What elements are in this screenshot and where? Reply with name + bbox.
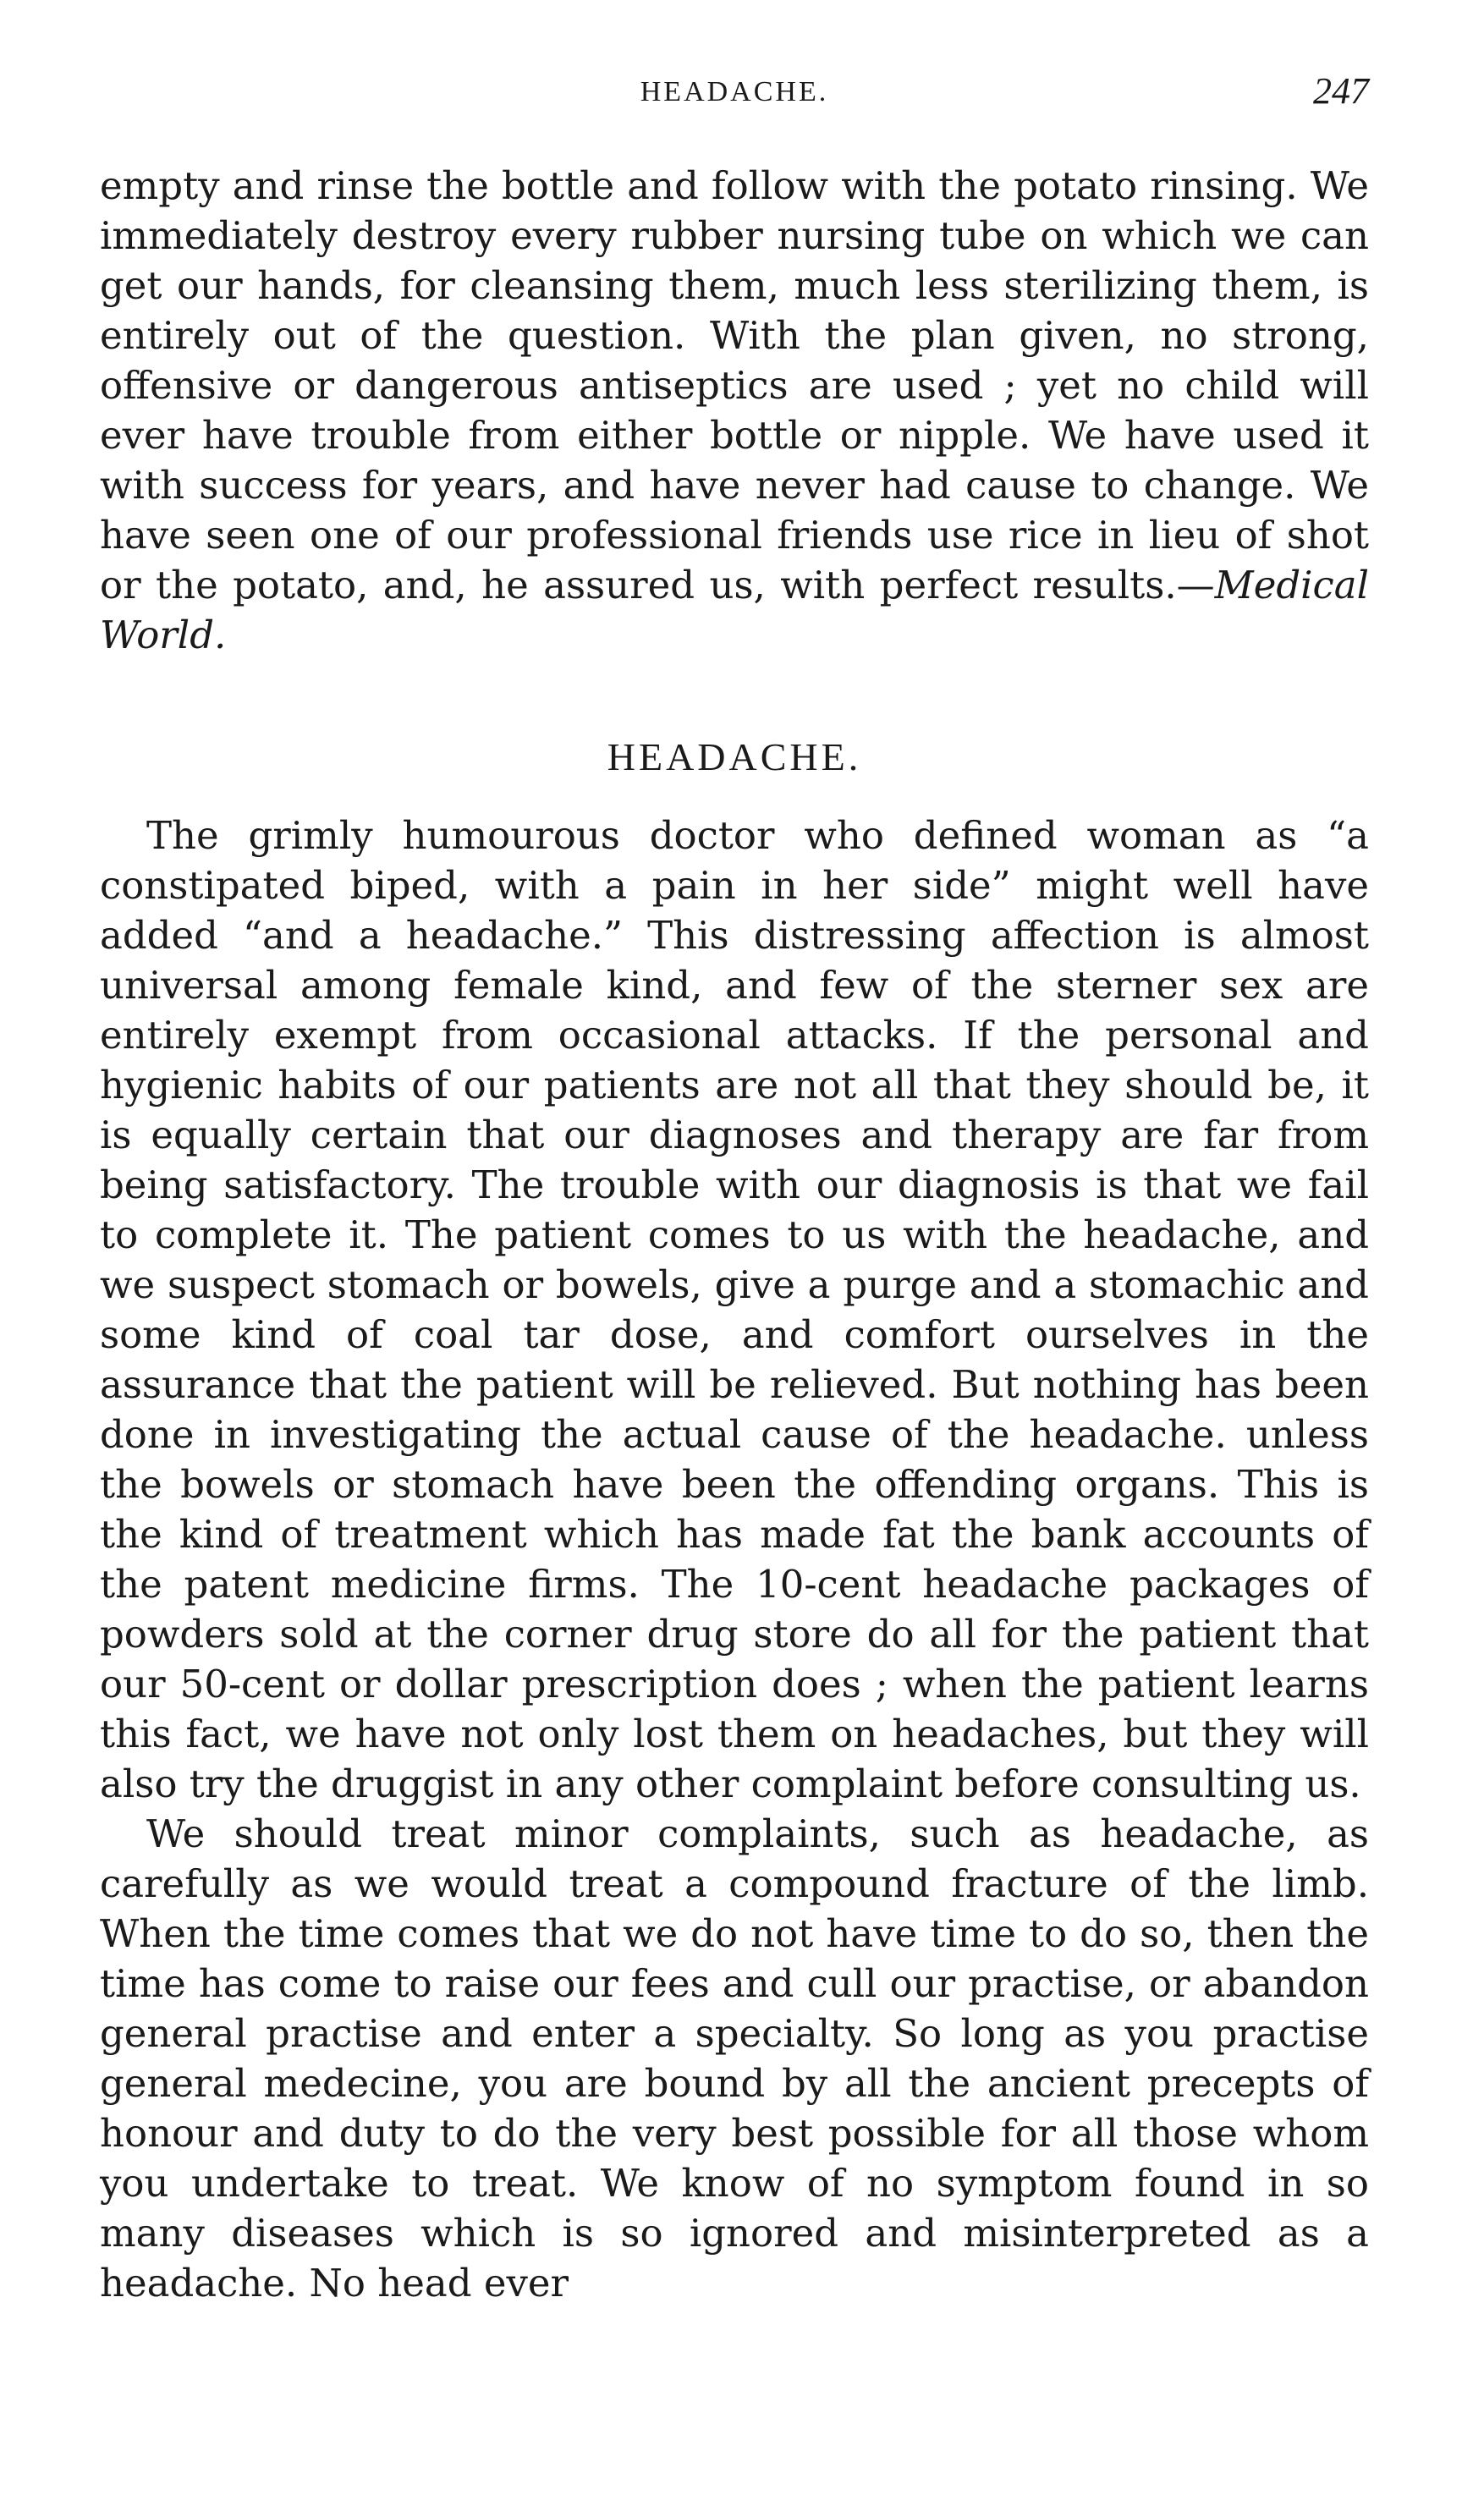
section-paragraph-1: The grimly humourous doctor who defined woman as “a constipated biped, with a pain in her side” might well have added “and a headache.” This distressing affection is almost universal among female kind, and few of the sterner sex are entirely exempt from occasional attacks. If the personal and hygienic habits of our patients are not all that they should be, it is equally certain that our diagnoses and therapy are far from being satisfactory. The trouble with our diagnosis is that we fail to complete it. The patient comes to us with the headache, and we suspect stomach or bowels, give a purge and a stomachic and some kind of coal tar dose, and comfort ourselves in the assurance that the patient will be relieved. But nothing has been done in investigating the actual cause of the headache. unless the bowels or stomach have been the offending organs. This is the kind of treatment which has made fat the bank accounts of the patent medicine firms. The 10-cent headache packages of powders sold at the corner drug store do all for the patient that our 50-cent or dollar prescription does ; when the patient learns this fact, we have not only lost them on headaches, but they will also try the druggist in any other complaint before consulting us. xyxy=(100,813,1369,1806)
section-body xyxy=(100,811,1369,2308)
running-header xyxy=(100,69,1369,120)
page-number: 247 xyxy=(1313,70,1369,112)
continued-paragraph xyxy=(100,161,1369,660)
running-title: HEADACHE. xyxy=(640,76,829,107)
continued-paragraph-text: empty and rinse the bottle and follow with the potato rinsing. We immediately destroy every rubber nursing tube on which we can get our hands, for cleansing them, much less sterilizing them, is entirely out of the question. With the plan given, no strong, offensive or dangerous antiseptics are used ; yet no child will ever have trouble from either bottle or nipple. We have used it with success for years, and have never had cause to change. We have seen one of our professional friends use rice in lieu of shot or the potato, and, he assured us, with perfect results.— xyxy=(100,163,1369,607)
source-citation: Medical World. xyxy=(100,563,1369,657)
continued-paragraph-block xyxy=(100,161,1369,660)
section-paragraph-2: We should treat minor complaints, such as headache, as carefully as we would treat a compound fracture of the limb. When the time comes that we do not have time to do so, then the time has come to raise our fees and cull our practise, or abandon general practise and enter a specialty. So long as you practise general medecine, you are bound by all the ancient precepts of honour and duty to do the very best possible for all those whom you undertake to treat. We know of no symptom found in so many diseases which is so ignored and misinterpreted as a headache. No head ever xyxy=(100,1811,1369,2305)
section-heading: HEADACHE. xyxy=(607,735,862,778)
